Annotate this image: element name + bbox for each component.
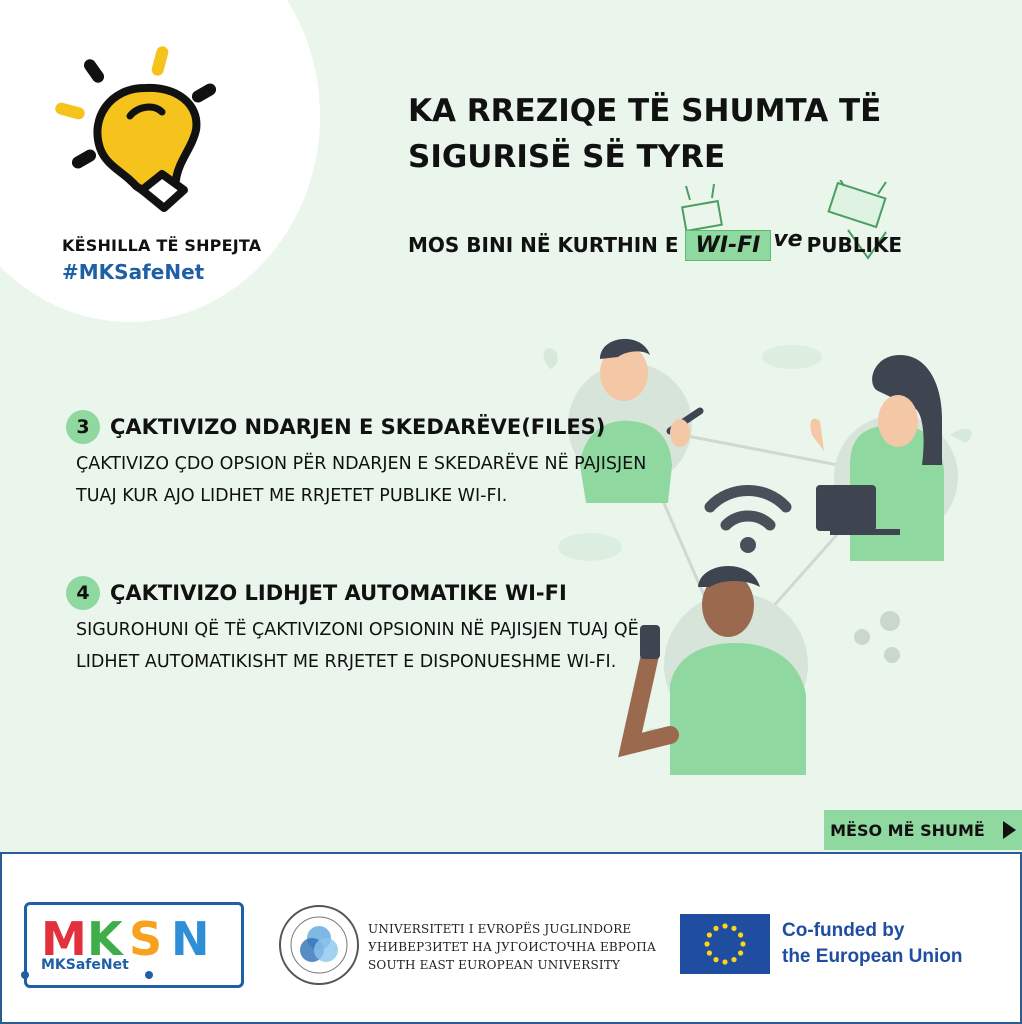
- mksn-label: MKSafeNet: [41, 957, 129, 973]
- tip-3: [66, 410, 766, 512]
- headline-line-2: SIGURISË SË TYRE: [408, 139, 726, 175]
- tip-body: [76, 448, 736, 512]
- tip-body: [76, 614, 736, 678]
- tip-4: [66, 576, 766, 678]
- tip-body-line: LIDHET AUTOMATIKISHT ME RRJETET E DISPONUESHME WI-FI.: [76, 652, 617, 672]
- headline: [408, 88, 968, 180]
- mksn-letter-m: M: [41, 915, 87, 959]
- mksn-letter-s: S: [129, 915, 163, 959]
- badge-title: KËSHILLA TË SHPEJTA: [62, 236, 262, 255]
- subline-text: MOS BINI NË KURTHIN E: [408, 233, 679, 257]
- mksn-letter-k: K: [87, 915, 123, 959]
- mksn-letters-logo: [41, 915, 231, 959]
- learn-more-button[interactable]: [824, 810, 1022, 850]
- logo-dot: [21, 971, 29, 979]
- mksn-letter-n: N: [171, 915, 210, 959]
- eu-flag-icon: [680, 914, 770, 974]
- headline-line-1: KA RREZIQE TË SHUMTA TË: [408, 93, 882, 129]
- subline-end: PUBLIKE: [806, 233, 903, 257]
- tip-header: [66, 576, 766, 610]
- arrow-right-icon: [1003, 821, 1016, 839]
- tip-title: ÇAKTIVIZO LIDHJET AUTOMATIKE WI-FI: [110, 581, 567, 605]
- tip-title: ÇAKTIVIZO NDARJEN E SKEDARËVE(FILES): [110, 415, 606, 439]
- seeu-seal-logo: [278, 904, 360, 986]
- tip-header: [66, 410, 766, 444]
- university-name: [368, 920, 656, 974]
- logo-dot: [145, 971, 153, 979]
- wifi-highlight: WI-FI: [685, 230, 772, 261]
- university-name-line: УНИВЕРЗИТЕТ НА ЈУГОИСТОЧНА ЕВРОПА: [368, 940, 657, 954]
- university-name-line: UNIVERSITETI I EVROPËS JUGLINDORE: [368, 922, 632, 936]
- partner-footer: [0, 852, 1022, 1024]
- badge-hashtag: #MKSafeNet: [62, 260, 205, 284]
- tip-body-line: SIGUROHUNI QË TË ÇAKTIVIZONI OPSIONIN NË PAJISJEN TUAJ QË: [76, 620, 639, 640]
- tip-body-line: ÇAKTIVIZO ÇDO OPSION PËR NDARJEN E SKEDARËVE NË PAJISJEN: [76, 454, 647, 474]
- tip-number-badge: 4: [66, 576, 100, 610]
- learn-more-label: MËSO MË SHUMË: [830, 820, 985, 840]
- lightbulb-icon: [50, 40, 230, 220]
- eu-text-line-1: Co-funded by: [782, 920, 905, 941]
- university-name-line: SOUTH EAST EUROPEAN UNIVERSITY: [368, 958, 621, 972]
- tip-number-badge: 3: [66, 410, 100, 444]
- people-network-illustration: [530, 325, 1000, 775]
- eu-cofunded-text: [782, 918, 963, 970]
- tip-body-line: TUAJ KUR AJO LIDHET ME RRJETET PUBLIKE WI-FI.: [76, 486, 508, 506]
- eu-text-line-2: the European Union: [782, 946, 963, 967]
- headline-subline: [408, 228, 1008, 262]
- mksafenet-logo: [24, 902, 244, 988]
- wifi-suffix: ve: [773, 226, 803, 252]
